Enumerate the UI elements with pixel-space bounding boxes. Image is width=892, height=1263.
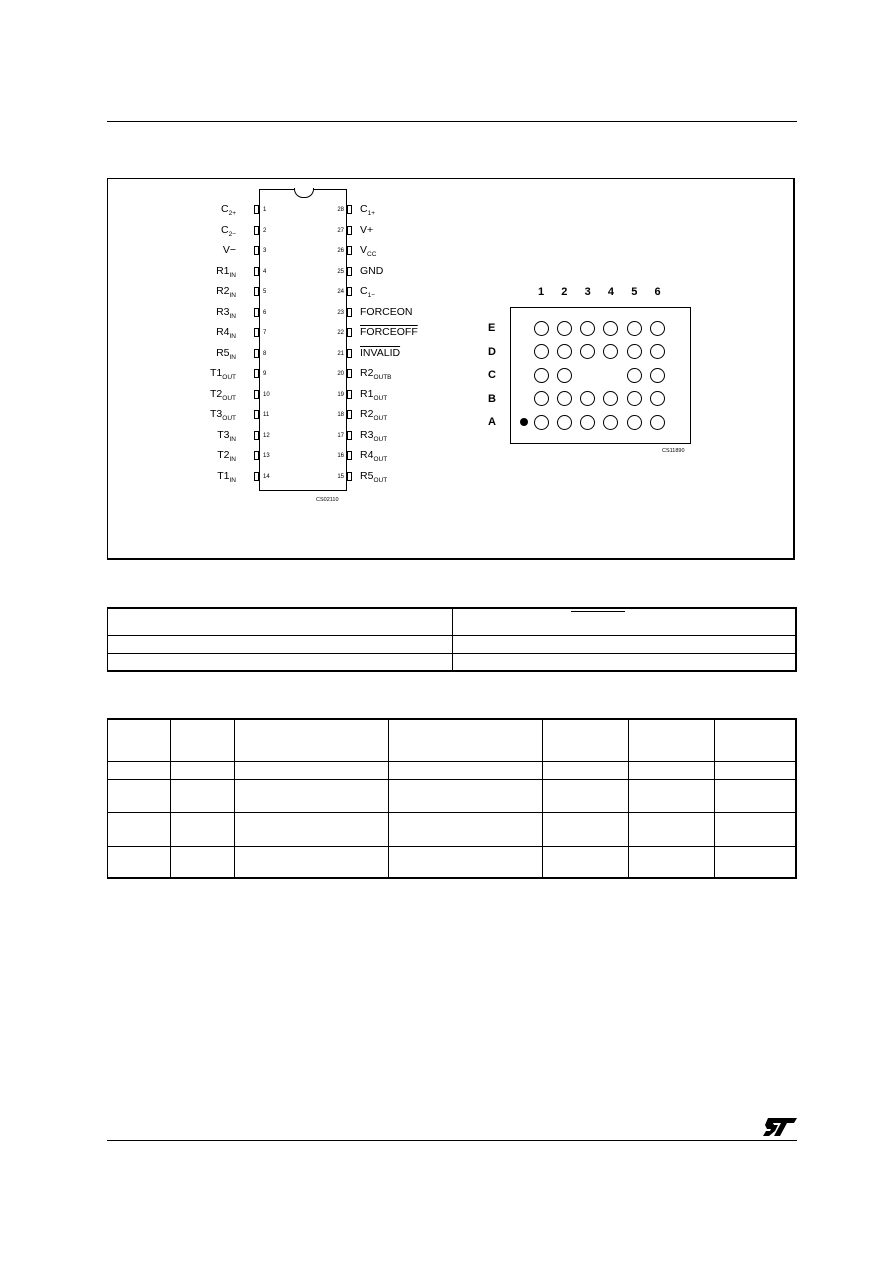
bga-ball: [534, 344, 549, 359]
pin-a1-marker-icon: [520, 418, 528, 426]
dip-pin-label: $R2_{IN}$: [216, 285, 236, 299]
bga-ball: [603, 321, 618, 336]
dip-pin-number: 13: [263, 453, 270, 459]
dip-pin-number: 27: [337, 227, 344, 234]
dip-pin-number: 12: [263, 432, 270, 439]
dip-drawing-code: CS02110: [316, 497, 339, 503]
table-cell: [108, 761, 171, 779]
dip-pin-lead: [254, 267, 259, 276]
dip-pin-label: $R2_{OUT}$: [360, 408, 388, 422]
bga-ball: [650, 321, 665, 336]
dip-pin-number: 19: [337, 391, 344, 398]
bga-ball: [534, 321, 549, 336]
table-cell: [453, 653, 797, 671]
dip-pin-number: 10: [263, 391, 270, 398]
dip-pin-lead: [254, 369, 259, 378]
dip-pin-number: 26: [337, 248, 344, 254]
bga-ball: [557, 368, 572, 383]
dip-pin-lead: [254, 431, 259, 440]
bga-ball: [650, 391, 665, 406]
dip-pin-label: V−: [222, 244, 236, 256]
table-cell: [629, 779, 715, 812]
bga-ball: [627, 321, 642, 336]
dip-pin-label: FORCEON: [360, 305, 413, 318]
overline-mark: [571, 611, 625, 612]
table-cell: [235, 719, 389, 761]
dip-pin-number: 25: [337, 268, 344, 275]
bga-ball: [650, 344, 665, 359]
dip-pin-label: V+: [360, 223, 374, 236]
dip-pin-lead: [347, 369, 352, 378]
dip-package-body: [259, 189, 347, 491]
table-cell: [389, 719, 543, 761]
bga-ball: [557, 415, 572, 430]
table-cell: [543, 779, 629, 812]
table-cell: [715, 779, 797, 812]
dip-pin-number: 11: [263, 412, 270, 418]
dip-pin-label: $C_{2+}$: [220, 203, 236, 217]
dip-pin-number: 28: [337, 207, 344, 213]
table-cell: [108, 719, 171, 761]
dip-pin-number: 9: [263, 371, 267, 377]
dip-pin-lead: [254, 226, 259, 235]
dip-pin-label: $V_{CC}$: [360, 244, 377, 258]
dip-pin-lead: [254, 472, 259, 481]
table-cell: [171, 761, 235, 779]
table-cell: [629, 719, 715, 761]
table-cell: [389, 846, 543, 878]
bga-row-label: E: [488, 322, 496, 334]
bga-row-label: B: [488, 392, 496, 405]
dip-pin-lead: [254, 328, 259, 337]
dip-pin-label: $R3_{OUT}$: [360, 428, 388, 443]
table-cell: [108, 779, 171, 812]
dip-pin-number: 3: [263, 248, 267, 254]
dip-pin-number: 6: [263, 309, 267, 316]
bga-ball: [650, 415, 665, 430]
table-cell: [389, 761, 543, 779]
table-cell: [108, 812, 171, 846]
table-cell: [543, 846, 629, 878]
bga-ball: [627, 344, 642, 359]
dip-pin-lead: [254, 308, 259, 317]
dip-pin-lead: [254, 451, 259, 460]
table-cell: [171, 719, 235, 761]
table-cell: [715, 812, 797, 846]
table-cell: [108, 635, 453, 653]
bga-ball: [580, 321, 595, 336]
st-logo-icon: [762, 1117, 798, 1137]
bga-row-label: C: [488, 369, 496, 381]
table-cell: [389, 779, 543, 812]
dip-pin-number: 7: [263, 330, 267, 336]
dip-pin-label: $T2_{IN}$: [217, 449, 236, 463]
dip-pin-number: 1: [263, 207, 267, 213]
dip-pin-lead: [347, 431, 352, 440]
dip-pin-lead: [347, 267, 352, 276]
dip-pin-label: $T1_{OUT}$: [210, 367, 236, 381]
dip-pin-lead: [347, 349, 352, 358]
dip-pin-label: INVALID: [360, 346, 401, 359]
bga-ball: [580, 344, 595, 359]
table-cell: [171, 846, 235, 878]
dip-pin-lead: [347, 226, 352, 235]
dip-pin-number: 8: [263, 350, 267, 357]
dip-pin-number: 24: [337, 289, 344, 295]
bga-column-label: 5: [631, 286, 638, 298]
bga-ball: [557, 321, 572, 336]
bga-ball: [627, 415, 642, 430]
dip-pin-label: FORCEOFF: [360, 326, 418, 338]
bga-ball: [627, 391, 642, 406]
table-cell: [453, 635, 797, 653]
table-cell: [629, 812, 715, 846]
table-cell: [235, 761, 389, 779]
dip-pin-lead: [347, 328, 352, 337]
dip-pin-number: 21: [337, 350, 344, 357]
dip-pin-lead: [347, 390, 352, 399]
bga-row-label: D: [488, 345, 496, 358]
dip-pin-lead: [347, 451, 352, 460]
dip-pin-label: $C_{1-}$: [360, 285, 376, 299]
dip-pin-number: 5: [263, 289, 267, 295]
dip-pin-label: $R1_{OUT}$: [360, 387, 388, 402]
table-cell: [543, 719, 629, 761]
dip-pin-number: 14: [263, 473, 270, 480]
table-cell: [235, 812, 389, 846]
dip-pin-label: $R4_{OUT}$: [360, 449, 388, 463]
dip-pin-label: $R5_{IN}$: [216, 346, 236, 361]
dip-pin-label: $T2_{OUT}$: [210, 387, 236, 402]
table-cell: [629, 846, 715, 878]
dip-pin-number: 2: [263, 227, 267, 234]
table-cell: [235, 846, 389, 878]
bga-ball: [534, 391, 549, 406]
table-cell: [389, 812, 543, 846]
table-cell: [715, 719, 797, 761]
table-cell: [235, 779, 389, 812]
bga-row-label: A: [488, 416, 496, 428]
table-cell: [715, 761, 797, 779]
dip-pin-label: $R1_{IN}$: [216, 264, 236, 279]
bga-ball: [650, 368, 665, 383]
dip-pin-label: $T3_{IN}$: [217, 428, 236, 443]
table-cell: [715, 846, 797, 878]
table-cell: [543, 761, 629, 779]
dip-pin-lead: [254, 287, 259, 296]
dip-pin-label: $R4_{IN}$: [216, 326, 236, 340]
dip-pin-lead: [254, 349, 259, 358]
dip-pin-number: 18: [337, 412, 344, 418]
dip-pin-lead: [254, 390, 259, 399]
bga-column-label: 2: [561, 286, 568, 298]
bga-ball: [603, 415, 618, 430]
bga-column-label: 4: [607, 286, 615, 298]
dip-pin-label: $R3_{IN}$: [216, 305, 236, 320]
dip-pin-label: $R5_{OUT}$: [360, 469, 388, 484]
table-cell: [171, 779, 235, 812]
table-cell: [108, 608, 453, 635]
dip-pin-number: 23: [337, 309, 344, 316]
bga-ball: [580, 391, 595, 406]
header-rule: [107, 121, 797, 122]
table-cell: [108, 653, 453, 671]
footer-rule: [107, 1140, 797, 1141]
dip-pin-label: $C_{1+}$: [360, 203, 376, 217]
bga-ball: [557, 344, 572, 359]
dip-pin-label: $R2_{OUTB}$: [360, 367, 392, 381]
bga-ball: [557, 391, 572, 406]
bga-column-label: 6: [654, 286, 661, 298]
dip-pin-number: 22: [337, 330, 344, 336]
bga-column-label: 1: [538, 286, 545, 298]
bga-drawing-code: CS11890: [662, 448, 685, 454]
dip-pin-lead: [254, 246, 259, 255]
dip-pin-lead: [347, 472, 352, 481]
table-cell: [108, 846, 171, 878]
table-cell: [629, 761, 715, 779]
dip-pin-number: 20: [337, 371, 344, 377]
dip-pin-number: 17: [337, 432, 344, 439]
dip-pin-lead: [347, 246, 352, 255]
dip-pin-number: 16: [337, 453, 344, 459]
bga-column-label: 3: [584, 286, 591, 298]
dip-pin-label: GND: [360, 264, 384, 277]
dip-pin-lead: [254, 205, 259, 214]
order-codes-table: [107, 607, 797, 672]
selector-table: [107, 718, 797, 879]
table-cell: [543, 812, 629, 846]
bga-ball: [534, 415, 549, 430]
dip-pin-number: 15: [337, 473, 344, 480]
dip-pin-lead: [347, 205, 352, 214]
dip-pin-label: $T1_{IN}$: [217, 469, 236, 484]
dip-pin-lead: [347, 410, 352, 419]
bga-ball: [580, 415, 595, 430]
dip-pin-lead: [254, 410, 259, 419]
table-cell: [453, 608, 797, 635]
table-cell: [171, 812, 235, 846]
bga-ball: [627, 368, 642, 383]
bga-ball: [534, 368, 549, 383]
dip-pin-lead: [347, 308, 352, 317]
dip-pin-label: $T3_{OUT}$: [210, 408, 236, 422]
dip-pin-label: $C_{2-}$: [220, 223, 236, 238]
dip-pin-lead: [347, 287, 352, 296]
dip-pin-number: 4: [263, 268, 267, 275]
